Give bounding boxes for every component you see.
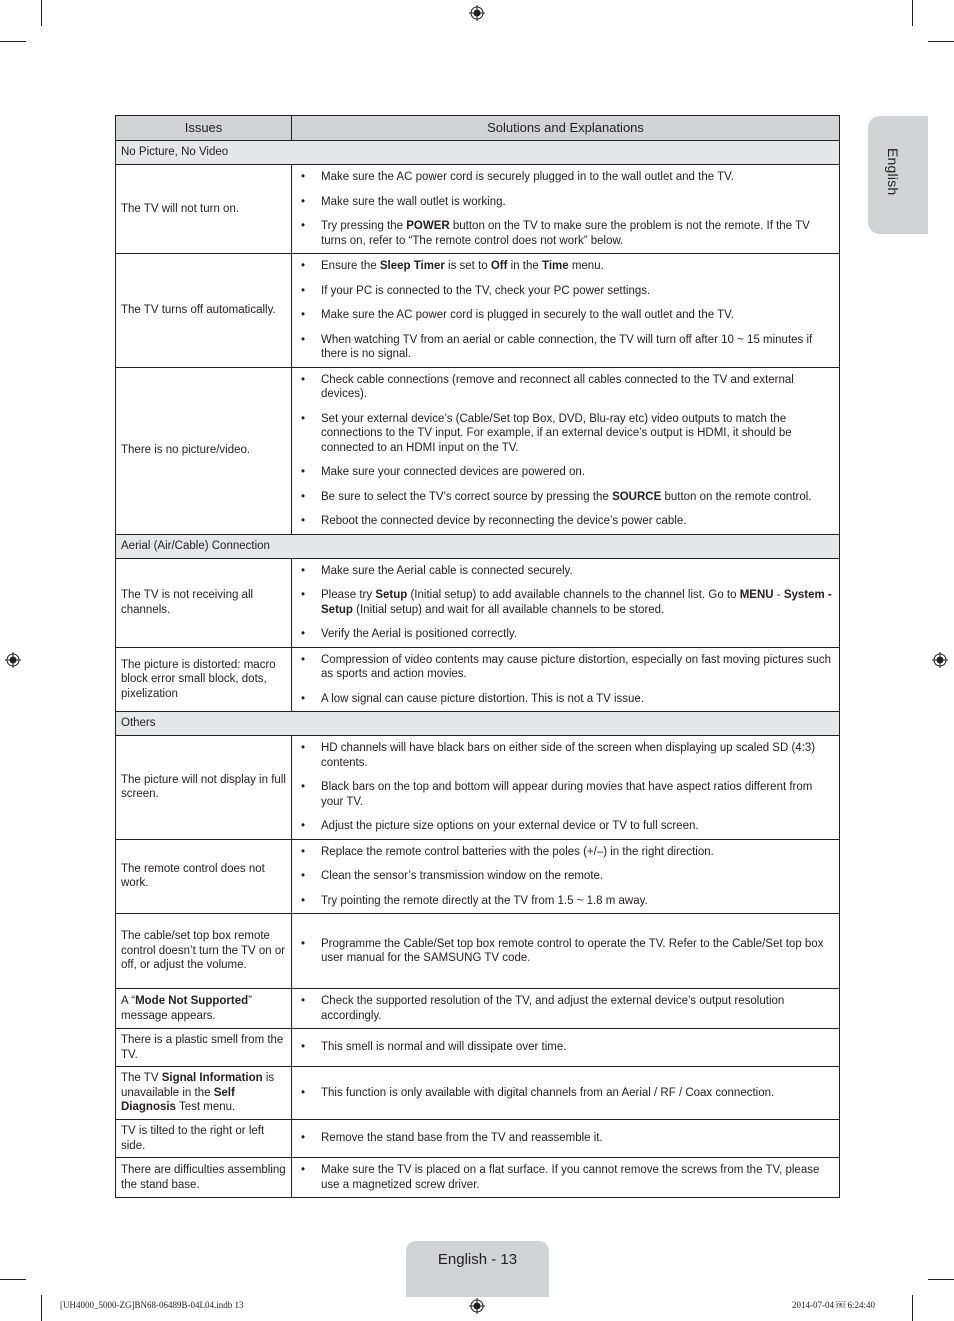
table-row xyxy=(116,989,840,1029)
table-row xyxy=(116,1029,840,1067)
registration-mark-icon xyxy=(469,1298,485,1314)
table-row xyxy=(116,1158,840,1198)
bullet-icon: • xyxy=(301,1086,306,1099)
solution-cell xyxy=(292,839,840,914)
text-run: This function is only available with digital channels from an Aerial / RF / Coax connection. xyxy=(321,1086,775,1099)
bullet-icon: • xyxy=(301,995,306,1007)
text-run: is unavailable in the xyxy=(121,1072,275,1099)
text-run: is set to xyxy=(444,260,491,272)
bullet-icon: • xyxy=(301,284,306,297)
column-header-issues: Issues xyxy=(116,116,292,141)
table-body xyxy=(116,141,840,1198)
emphasized-text: Off xyxy=(490,260,508,272)
bullet-icon: • xyxy=(301,195,306,208)
text-run: menu. xyxy=(568,260,604,272)
list-item xyxy=(296,284,833,299)
solution-list xyxy=(296,564,833,642)
text-run: Set your external device’s (Cable/Set top Box, DVD, Blu-ray etc) video outputs to match the connections to the TV input. For example, if an external device’s output is HDMI, it should be connected to an HDMI input on the TV. xyxy=(321,412,792,454)
list-item xyxy=(296,994,833,1023)
text-run: Reboot the connected device by reconnecting the device’s power cable. xyxy=(321,515,687,527)
list-item xyxy=(296,869,833,884)
bullet-icon: • xyxy=(301,260,306,272)
text-run: The picture is distorted: macro block error small block, dots, pixelization xyxy=(121,658,276,700)
text-run: ” message appears. xyxy=(121,995,252,1022)
text-run: Make sure the wall outlet is working. xyxy=(321,195,506,208)
list-item xyxy=(296,195,833,210)
bullet-icon: • xyxy=(301,309,306,321)
section-title: Aerial (Air/Cable) Connection xyxy=(116,534,840,558)
solution-list xyxy=(296,1131,833,1146)
bullet-icon: • xyxy=(301,490,306,503)
bullet-icon: • xyxy=(301,564,306,577)
solution-list xyxy=(296,994,833,1023)
bullet-icon: • xyxy=(301,742,306,754)
bullet-icon: • xyxy=(301,589,306,601)
section-row xyxy=(116,712,840,736)
list-item xyxy=(296,373,833,402)
issue-cell xyxy=(116,647,292,712)
emphasized-text: Sleep Timer xyxy=(379,260,445,272)
bullet-icon: • xyxy=(301,870,306,882)
text-run: This smell is normal and will dissipate over time. xyxy=(321,1041,567,1054)
solution-list xyxy=(296,937,833,966)
solution-list xyxy=(296,373,833,529)
crop-mark xyxy=(41,0,42,26)
text-run: Try pointing the remote directly at the TV from 1.5 ~ 1.8 m away. xyxy=(321,894,648,907)
crop-mark xyxy=(41,1295,42,1321)
section-title: No Picture, No Video xyxy=(116,141,840,165)
bullet-icon: • xyxy=(301,653,306,666)
text-run: Compression of video contents may cause picture distortion, especially on fast moving pictures such as sports and action movies. xyxy=(321,653,832,680)
text-run: Clean the sensor’s transmission window on the remote. xyxy=(321,870,604,882)
issue-cell xyxy=(116,736,292,840)
text-run: There are difficulties assembling the stand base. xyxy=(121,1164,286,1191)
list-item xyxy=(296,219,833,248)
text-run: The TV is not receiving all channels. xyxy=(121,589,254,616)
text-run: button on the remote control. xyxy=(661,490,812,503)
list-item xyxy=(296,564,833,579)
text-run: button on the TV to make sure the problem is not the remote. If the TV turns on, refer to “The remote control does not work” below. xyxy=(321,220,810,247)
list-item xyxy=(296,490,833,505)
list-item xyxy=(296,1163,833,1192)
troubleshooting-table xyxy=(115,115,840,1198)
text-run: Make sure the AC power cord is plugged in securely to the wall outlet and the TV. xyxy=(321,309,734,321)
solution-list xyxy=(296,170,833,248)
text-run: The remote control does not work. xyxy=(121,862,265,890)
registration-mark-icon xyxy=(5,652,21,668)
text-run: The TV turns off automatically. xyxy=(121,304,276,316)
text-run: The TV will not turn on. xyxy=(121,202,240,215)
section-row xyxy=(116,534,840,558)
solution-list xyxy=(296,1086,833,1101)
list-item xyxy=(296,308,833,323)
list-item xyxy=(296,741,833,770)
page-number-tab xyxy=(406,1241,549,1297)
list-item xyxy=(296,819,833,834)
text-run: A low signal can cause picture distortion. This is not a TV issue. xyxy=(321,692,645,705)
emphasized-text: POWER xyxy=(406,220,450,232)
text-run: Programme the Cable/Set top box remote control to operate the TV. Refer to the Cable/Set top box user manual for the SAMSUNG TV code. xyxy=(321,937,824,964)
text-run: The TV xyxy=(121,1072,162,1085)
text-run: Check the supported resolution of the TV, and adjust the external device’s output resolution accordingly. xyxy=(321,995,785,1022)
issue-cell xyxy=(116,1067,292,1120)
solution-cell xyxy=(292,989,840,1029)
table-row xyxy=(116,367,840,534)
issue-cell xyxy=(116,1120,292,1158)
bullet-icon: • xyxy=(301,628,306,640)
issue-cell xyxy=(116,989,292,1029)
text-run: Make sure the TV is placed on a flat surface. If you cannot remove the screws from the TV, please use a magnetized screw driver. xyxy=(321,1164,820,1191)
bullet-icon: • xyxy=(301,220,306,232)
crop-mark xyxy=(912,0,913,26)
text-run: Replace the remote control batteries with the poles (+/–) in the right direction. xyxy=(321,845,714,858)
text-run: Make sure the AC power cord is securely plugged in to the wall outlet and the TV. xyxy=(321,171,734,183)
list-item xyxy=(296,333,833,362)
solution-cell xyxy=(292,1158,840,1198)
solution-list xyxy=(296,1040,833,1055)
column-header-solutions: Solutions and Explanations xyxy=(292,116,840,141)
text-run: (Initial setup) to add available channels to the channel list. Go to xyxy=(407,589,740,601)
language-side-tab-label: English xyxy=(885,148,901,196)
text-run: Verify the Aerial is positioned correctly. xyxy=(321,628,518,640)
page-number-label: English - 13 xyxy=(437,1251,518,1268)
issue-cell xyxy=(116,1158,292,1198)
crop-mark xyxy=(928,1279,954,1280)
solution-cell xyxy=(292,165,840,254)
solution-cell xyxy=(292,367,840,534)
table-row xyxy=(116,165,840,254)
solution-cell xyxy=(292,1120,840,1158)
solution-cell xyxy=(292,1067,840,1120)
table-row xyxy=(116,839,840,914)
text-run: Please try xyxy=(321,589,376,601)
list-item xyxy=(296,894,833,909)
emphasized-text: System - Setup xyxy=(321,589,832,616)
text-run: The cable/set top box remote control doesn’t turn the TV on or off, or adjust the volume. xyxy=(121,930,286,972)
emphasized-text: SOURCE xyxy=(612,490,662,503)
crop-mark xyxy=(0,1279,26,1280)
list-item xyxy=(296,1086,833,1101)
table-row xyxy=(116,647,840,712)
solution-cell xyxy=(292,558,840,647)
solution-cell xyxy=(292,736,840,840)
bullet-icon: • xyxy=(301,1164,306,1176)
solution-cell xyxy=(292,647,840,712)
table-header-row xyxy=(116,116,840,141)
emphasized-text: Signal Information xyxy=(161,1072,263,1085)
list-item xyxy=(296,692,833,707)
issue-cell xyxy=(116,367,292,534)
print-slug-left: [UH4000_5000-ZG]BN68-06489B-04L04.indb 13 xyxy=(60,1300,244,1310)
solution-cell xyxy=(292,254,840,368)
text-run: Check cable connections (remove and reconnect all cables connected to the TV and external devices). xyxy=(321,373,794,400)
registration-mark-icon xyxy=(932,652,948,668)
list-item xyxy=(296,1131,833,1146)
bullet-icon: • xyxy=(301,894,306,907)
text-run: Test menu. xyxy=(175,1101,236,1114)
list-item xyxy=(296,845,833,860)
list-item xyxy=(296,937,833,966)
table-row xyxy=(116,914,840,989)
emphasized-text: Mode Not Supported xyxy=(135,995,249,1007)
text-run: (Initial setup) and wait for all available channels to be stored. xyxy=(352,603,665,616)
solution-list xyxy=(296,845,833,909)
text-run: There is no picture/video. xyxy=(121,444,251,457)
table-row xyxy=(116,736,840,840)
list-item xyxy=(296,412,833,456)
text-run: A “ xyxy=(121,995,136,1007)
emphasized-text: MENU xyxy=(739,589,774,601)
crop-mark xyxy=(0,41,26,42)
emphasized-text: Self Diagnosis xyxy=(121,1086,235,1114)
text-run: Be sure to select the TV’s correct source by pressing the xyxy=(321,490,613,503)
solution-list xyxy=(296,741,833,834)
text-run: - xyxy=(773,589,784,601)
bullet-icon: • xyxy=(301,937,306,950)
list-item xyxy=(296,1040,833,1055)
bullet-icon: • xyxy=(301,333,306,346)
bullet-icon: • xyxy=(301,781,306,793)
issue-cell xyxy=(116,914,292,989)
table-row xyxy=(116,254,840,368)
bullet-icon: • xyxy=(301,1041,306,1054)
list-item xyxy=(296,653,833,682)
bullet-icon: • xyxy=(301,373,306,386)
table-row xyxy=(116,1067,840,1120)
list-item xyxy=(296,588,833,617)
bullet-icon: • xyxy=(301,1132,306,1145)
registration-mark-icon xyxy=(469,5,485,21)
emphasized-text: Setup xyxy=(375,589,408,601)
text-run: If your PC is connected to the TV, check your PC power settings. xyxy=(321,284,651,297)
bullet-icon: • xyxy=(301,515,306,527)
list-item xyxy=(296,465,833,480)
text-run: Make sure your connected devices are powered on. xyxy=(321,466,586,478)
bullet-icon: • xyxy=(301,692,306,705)
bullet-icon: • xyxy=(301,466,306,478)
solution-list xyxy=(296,1163,833,1192)
text-run: in the xyxy=(507,260,542,272)
text-run: HD channels will have black bars on either side of the screen when displaying up scaled SD (4:3) contents. xyxy=(321,742,816,769)
bullet-icon: • xyxy=(301,171,306,183)
solution-list xyxy=(296,259,833,362)
bullet-icon: • xyxy=(301,820,306,832)
text-run: Try pressing the xyxy=(321,220,407,232)
text-run: Adjust the picture size options on your external device or TV to full screen. xyxy=(321,820,699,832)
language-side-tab xyxy=(868,116,928,234)
bullet-icon: • xyxy=(301,412,306,425)
section-title: Others xyxy=(116,712,840,736)
text-run: TV is tilted to the right or left side. xyxy=(121,1125,265,1152)
issue-cell xyxy=(116,558,292,647)
solution-list xyxy=(296,653,833,707)
table-row xyxy=(116,558,840,647)
list-item xyxy=(296,514,833,529)
text-run: Make sure the Aerial cable is connected securely. xyxy=(321,564,573,577)
emphasized-text: Time xyxy=(542,260,569,272)
list-item xyxy=(296,780,833,809)
print-slug-right: 2014-07-04 ￼ 6:24:40 xyxy=(792,1300,875,1310)
crop-mark xyxy=(912,1295,913,1321)
text-run: Black bars on the top and bottom will appear during movies that have aspect ratios different from your TV. xyxy=(321,781,813,808)
list-item xyxy=(296,627,833,642)
solution-cell xyxy=(292,914,840,989)
text-run: The picture will not display in full screen. xyxy=(121,773,286,801)
text-run: Ensure the xyxy=(321,260,380,272)
text-run: Remove the stand base from the TV and reassemble it. xyxy=(321,1132,603,1145)
issue-cell xyxy=(116,1029,292,1067)
section-row xyxy=(116,141,840,165)
issue-cell xyxy=(116,839,292,914)
bullet-icon: • xyxy=(301,845,306,858)
solution-cell xyxy=(292,1029,840,1067)
list-item xyxy=(296,170,833,185)
issue-cell xyxy=(116,254,292,368)
text-run: When watching TV from an aerial or cable connection, the TV will turn off after 10 ~ 15 minutes if there is no signal. xyxy=(321,333,813,360)
list-item xyxy=(296,259,833,274)
issue-cell xyxy=(116,165,292,254)
table-row xyxy=(116,1120,840,1158)
text-run: There is a plastic smell from the TV. xyxy=(121,1034,284,1061)
crop-mark xyxy=(928,41,954,42)
